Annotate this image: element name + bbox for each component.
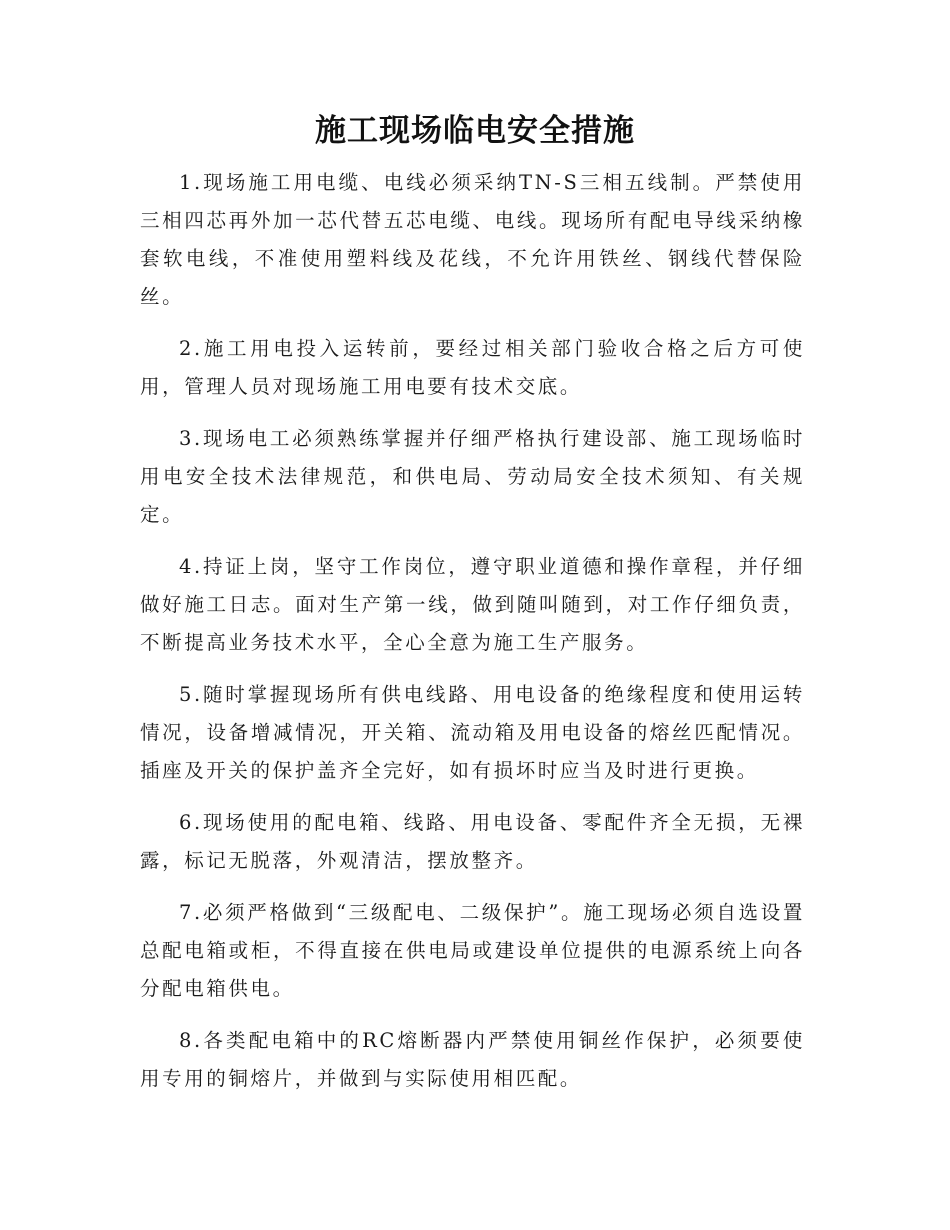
document-body [140,164,805,1112]
paragraph-5: 5.随时掌握现场所有供电线路、用电设备的绝缘程度和使用运转情况，设备增减情况，开关箱、流动箱及用电设备的熔丝匹配情况。插座及开关的保护盖齐全完好，如有损坏时应当及时进行更换。 [140,683,805,782]
document-title: 施工现场临电安全措施 [315,113,635,149]
paragraph-8: 8.各类配电箱中的RC熔断器内严禁使用铜丝作保护，必须要使用专用的铜熔片，并做到与实际使用相匹配。 [140,1029,805,1090]
paragraph-1: 1.现场施工用电缆、电线必须采纳TN-S三相五线制。严禁使用三相四芯再外加一芯代替五芯电缆、电线。现场所有配电导线采纳橡套软电线，不准使用塑料线及花线，不允许用铁丝、钢线代替保险丝。 [140,171,805,308]
paragraph-6: 6.现场使用的配电箱、线路、用电设备、零配件齐全无损，无裸露，标记无脱落，外观清洁，摆放整齐。 [140,811,805,872]
paragraph-2: 2.施工用电投入运转前，要经过相关部门验收合格之后方可使用，管理人员对现场施工用电要有技术交底。 [140,337,805,398]
paragraph-3: 3.现场电工必须熟练掌握并仔细严格执行建设部、施工现场临时用电安全技术法律规范，和供电局、劳动局安全技术须知、有关规定。 [140,427,805,526]
paragraph-7: 7.必须严格做到“三级配电、二级保护”。施工现场必须自选设置总配电箱或柜，不得直接在供电局或建设单位提供的电源系统上向各分配电箱供电。 [140,901,805,1000]
paragraph-4: 4.持证上岗，坚守工作岗位，遵守职业道德和操作章程，并仔细做好施工日志。面对生产第一线，做到随叫随到，对工作仔细负责，不断提高业务技术水平，全心全意为施工生产服务。 [140,555,805,654]
